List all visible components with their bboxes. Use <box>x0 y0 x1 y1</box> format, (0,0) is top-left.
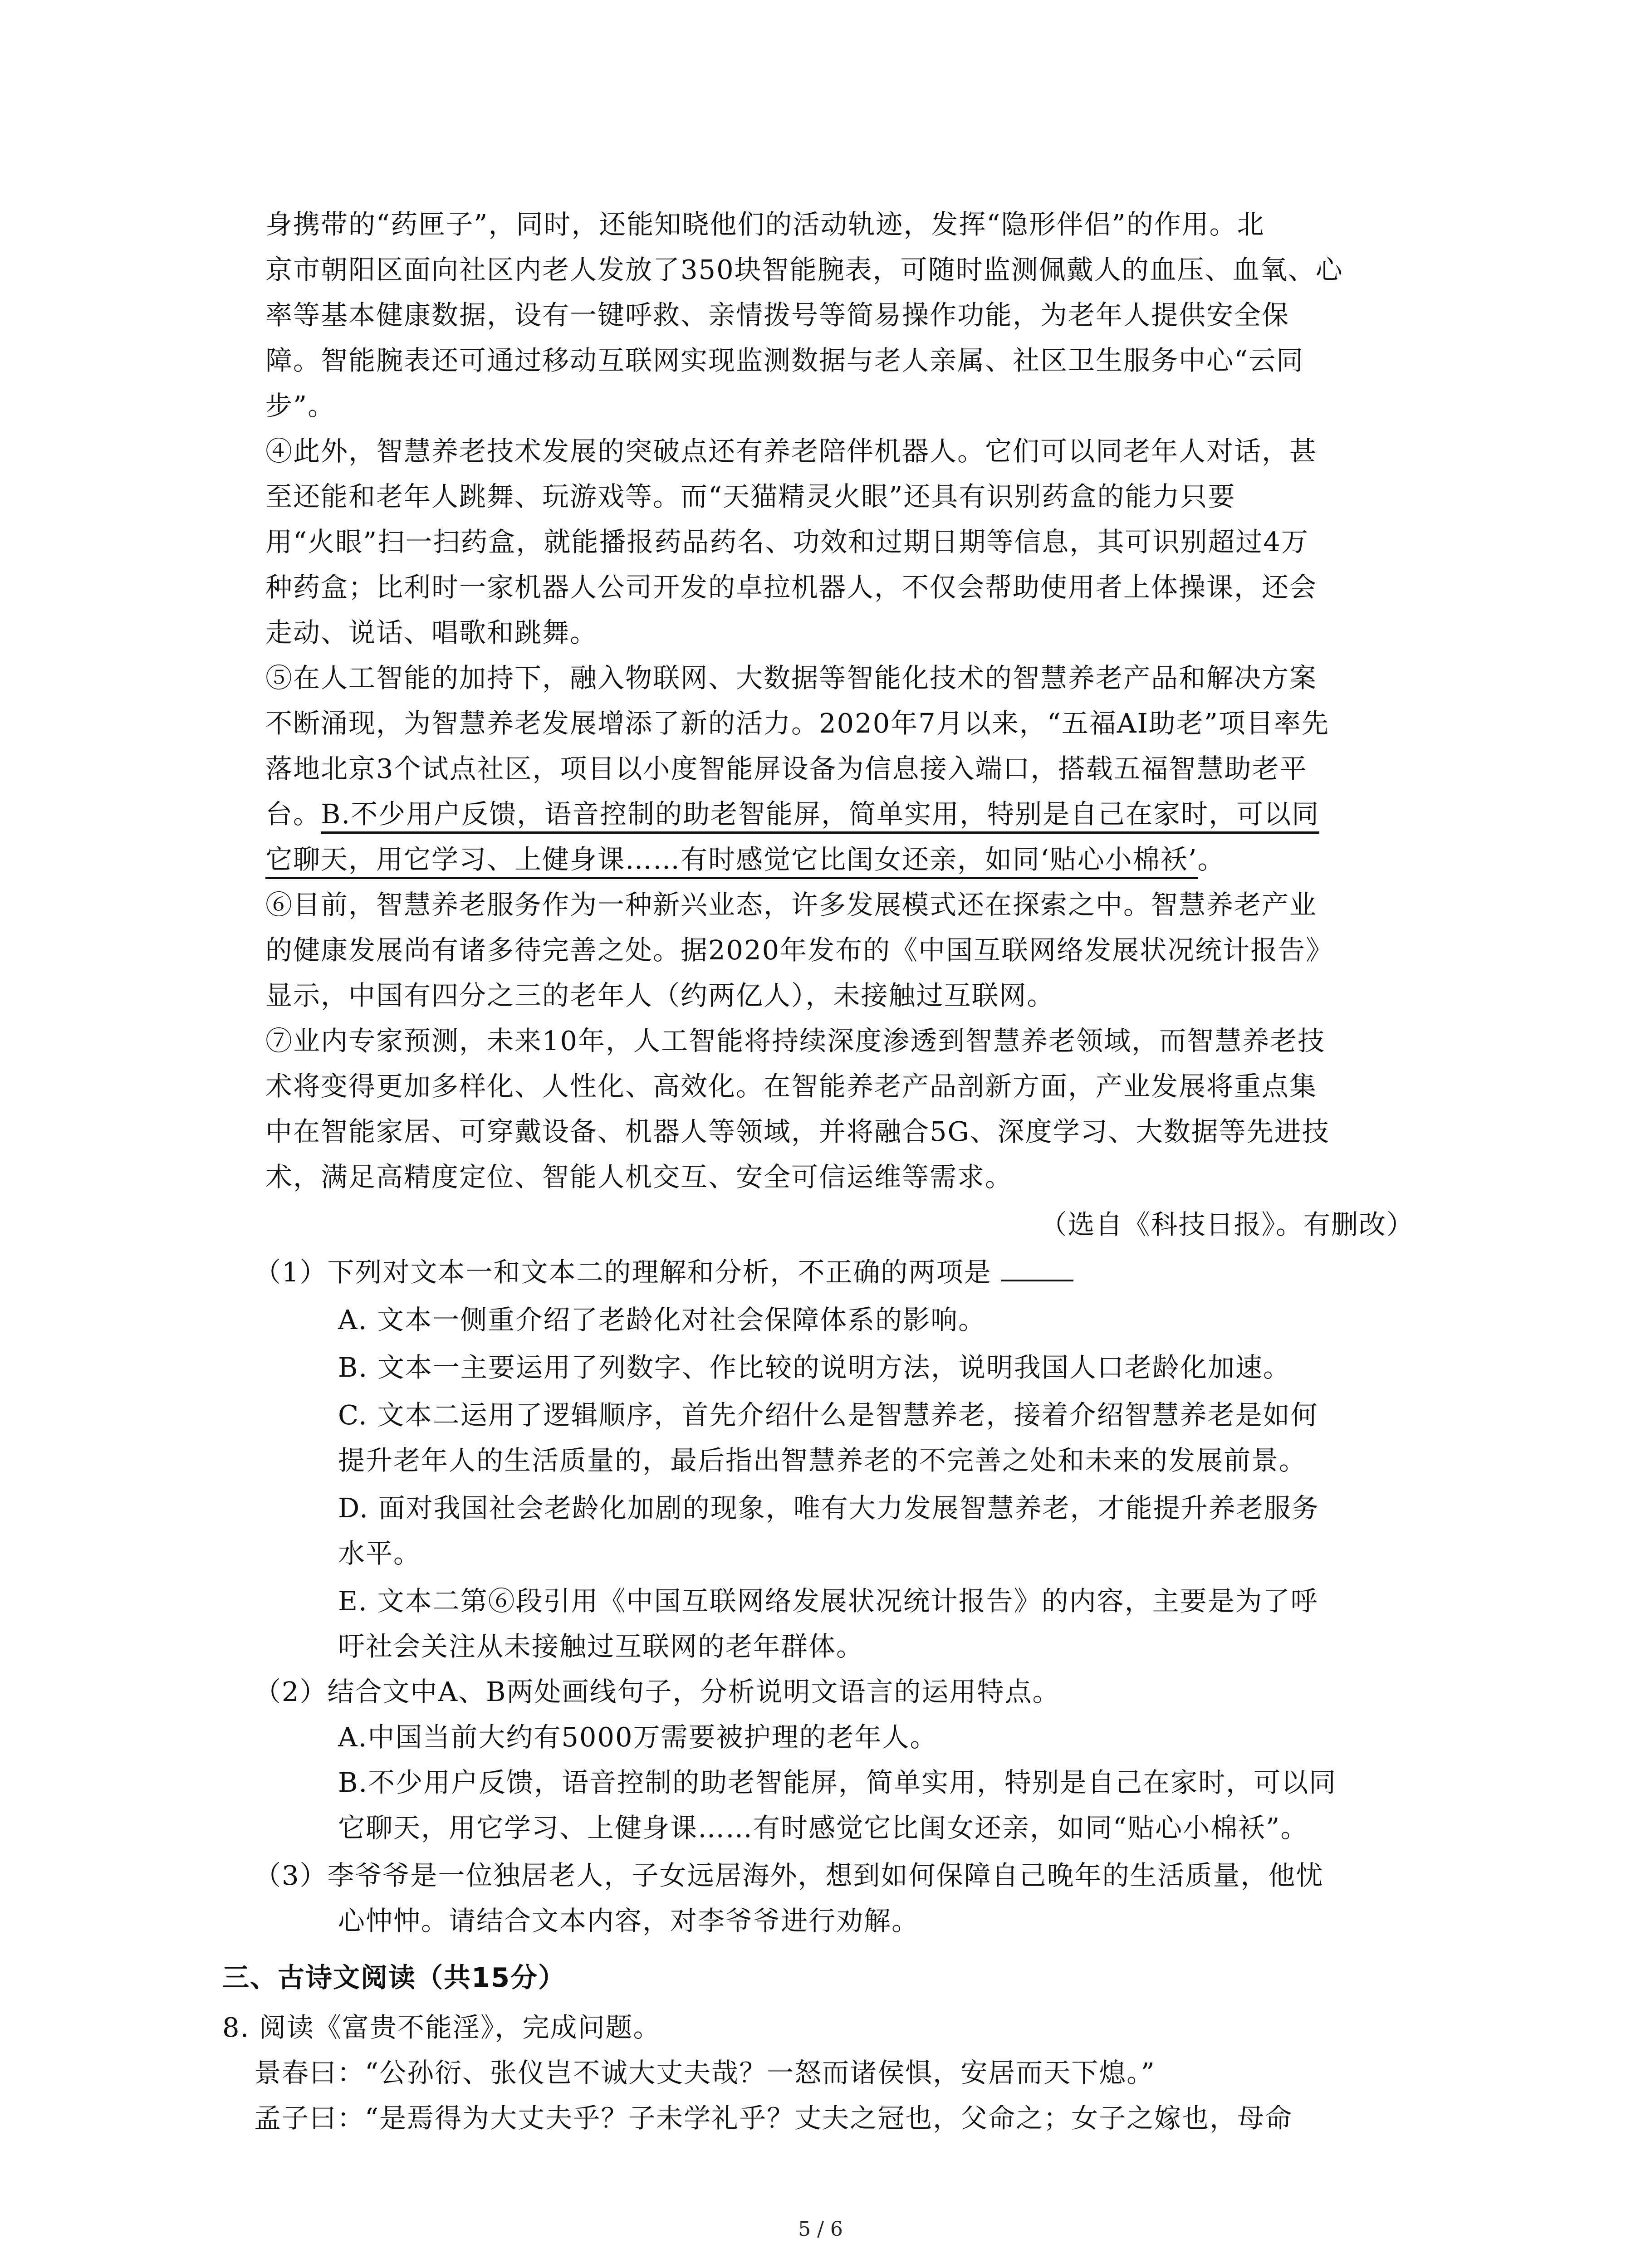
passage-line-with-underline <box>265 796 1319 832</box>
passage-line: 显示，中国有四分之三的老年人（约两亿人），未接触过互联网。 <box>265 980 1055 1011</box>
option-c: C. 文本二运用了逻辑顺序，首先介绍什么是智慧养老，接着介绍智慧养老是如何 <box>338 1399 1318 1431</box>
passage-line: 身携带的“药匣子”，同时，还能知晓他们的活动轨迹，发挥“隐形伴侣”的作用。北 <box>265 209 1265 240</box>
question-1-stem <box>254 1254 1073 1290</box>
paragraph-7-start: ⑦业内专家预测，未来10年，人工智能将持续深度渗透到智慧养老领域，而智慧养老技 <box>265 1025 1326 1056</box>
passage-line: 走动、说话、唱歌和跳舞。 <box>265 617 598 648</box>
passage-line: 中在智能家居、可穿戴设备、机器人等领域，并将融合5G、深度学习、大数据等先进技 <box>265 1116 1330 1147</box>
question-3-stem: （3）李爷爷是一位独居老人，子女远居海外，想到如何保障自己晚年的生活质量，他忧 <box>254 1860 1324 1891</box>
passage-text: 台。 <box>265 798 321 830</box>
sentence-b: B.不少用户反馈，语音控制的助老智能屏，简单实用，特别是自己在家时，可以同 <box>338 1767 1337 1798</box>
question-1-text: （1）下列对文本一和文本二的理解和分析，不正确的两项是 <box>254 1256 992 1288</box>
option-e-cont: 吁社会关注从未接触过互联网的老年群体。 <box>338 1631 864 1662</box>
passage-line: 至还能和老年人跳舞、玩游戏等。而“天猫精灵火眼”还具有识别药盒的能力只要 <box>265 481 1236 512</box>
passage-line: 率等基本健康数据，设有一键呼救、亲情拨号等简易操作功能，为老年人提供安全保 <box>265 299 1290 331</box>
classical-text-line: 孟子曰：“是焉得为大丈夫乎？子未学礼乎？丈夫之冠也，父命之；女子之嫁也，母命 <box>254 2102 1293 2134</box>
question-3-cont: 心忡忡。请结合文本内容，对李爷爷进行劝解。 <box>338 1905 920 1936</box>
page-number: 5 / 6 <box>798 2218 843 2241</box>
question-2-stem: （2）结合文中A、B两处画线句子，分析说明文语言的运用特点。 <box>254 1676 1060 1707</box>
option-b: B. 文本一主要运用了列数字、作比较的说明方法，说明我国人口老龄化加速。 <box>338 1352 1291 1383</box>
paragraph-5-start: ⑤在人工智能的加持下，融入物联网、大数据等智能化技术的智慧养老产品和解决方案 <box>265 662 1318 694</box>
source-citation: （选自《科技日报》。有删改） <box>1040 1209 1414 1240</box>
option-d: D. 面对我国社会老龄化加剧的现象，唯有大力发展智慧养老，才能提升养老服务 <box>338 1492 1319 1524</box>
classical-text-line: 景春曰：“公孙衍、张仪岂不诚大丈夫哉？一怒而诸侯惧，安居而天下熄。” <box>254 2057 1156 2088</box>
passage-line: 术，满足高精度定位、智能人机交互、安全可信运维等需求。 <box>265 1161 1013 1193</box>
passage-line: 步”。 <box>265 390 336 421</box>
option-d-cont: 水平。 <box>338 1538 421 1569</box>
paragraph-6-start: ⑥目前，智慧养老服务作为一种新兴业态，许多发展模式还在探索之中。智慧养老产业 <box>265 889 1318 920</box>
passage-line: 落地北京3个试点社区，项目以小度智能屏设备为信息接入端口，搭载五福智慧助老平 <box>265 753 1308 784</box>
underlined-sentence-b: B.不少用户反馈，语音控制的助老智能屏，简单实用，特别是自己在家时，可以同 <box>321 798 1319 834</box>
paragraph-4-start: ④此外，智慧养老技术发展的突破点还有养老陪伴机器人。它们可以同老年人对话，甚 <box>265 435 1318 467</box>
passage-line: 不断涌现，为智慧养老发展增添了新的活力。2020年7月以来，“五福AI助老”项目率先 <box>265 708 1329 739</box>
sentence-a: A.中国当前大约有5000万需要被护理的老年人。 <box>338 1721 938 1753</box>
section-heading: 三、古诗文阅读（共15分） <box>222 1962 566 1993</box>
passage-line: 用“火眼”扫一扫药盒，就能播报药品药名、功效和过期日期等信息，其可识别超过4万 <box>265 526 1309 557</box>
passage-line: 的健康发展尚有诸多待完善之处。据2020年发布的《中国互联网络发展状况统计报告》 <box>265 934 1334 966</box>
underlined-sentence-b-cont: 它聊天，用它学习、上健身课……有时感觉它比闺女还亲，如同‘贴心小棉袄’ <box>265 844 1198 879</box>
question-8-stem: 8. 阅读《富贵不能淫》，完成问题。 <box>222 2012 661 2043</box>
option-c-cont: 提升老年人的生活质量的，最后指出智慧养老的不完善之处和未来的发展前景。 <box>338 1445 1307 1476</box>
passage-text: 。 <box>1197 844 1225 875</box>
option-e: E. 文本二第⑥段引用《中国互联网络发展状况统计报告》的内容，主要是为了呼 <box>338 1585 1318 1617</box>
sentence-b-cont: 它聊天，用它学习、上健身课……有时感觉它比闺女还亲，如同“贴心小棉袄”。 <box>338 1812 1308 1843</box>
passage-line: 障。智能腕表还可通过移动互联网实现监测数据与老人亲属、社区卫生服务中心“云同 <box>265 345 1304 376</box>
passage-line: 术将变得更加多样化、人性化、高效化。在智能养老产品剖新方面，产业发展将重点集 <box>265 1070 1318 1102</box>
passage-line-with-underline <box>265 841 1225 878</box>
option-a: A. 文本一侧重介绍了老龄化对社会保障体系的影响。 <box>338 1304 986 1335</box>
answer-blank[interactable] <box>1001 1254 1073 1281</box>
passage-line: 种药盒；比利时一家机器人公司开发的卓拉机器人，不仅会帮助使用者上体操课，还会 <box>265 572 1318 603</box>
passage-line: 京市朝阳区面向社区内老人发放了350块智能腕表，可随时监测佩戴人的血压、血氧、心 <box>265 254 1343 285</box>
